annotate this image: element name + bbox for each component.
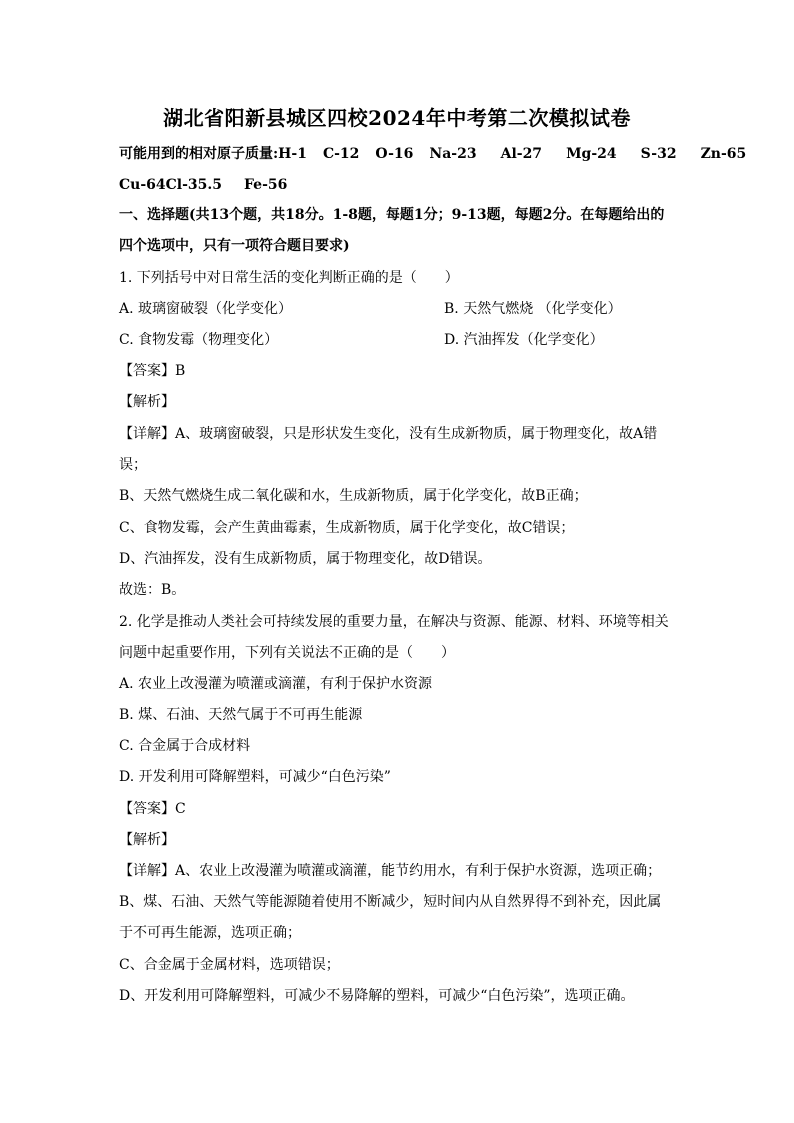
q2-option-d: D. 开发利用可降解塑料，可减少“白色污染” [119, 769, 391, 785]
q1-option-d: D. 汽油挥发（化学变化） [444, 332, 604, 348]
q2-option-b: B. 煤、石油、天然气属于不可再生能源 [119, 707, 363, 723]
section-heading-line-2: 四个选项中，只有一项符合题目要求) [119, 238, 350, 254]
atomic-mass-al: Al-27 [500, 146, 543, 162]
q1-option-b: B. 天然气燃烧 （化学变化） [444, 301, 622, 317]
q1-detail-d: D、汽油挥发，没有生成新物质，属于物理变化，故D错误。 [119, 551, 492, 567]
q1-stem: 1. 下列括号中对日常生活的变化判断正确的是（ ） [119, 270, 459, 286]
atomic-mass-zn: Zn-65 [700, 146, 747, 162]
q2-detail-line-1: 【详解】A、农业上改漫灌为喷灌或滴灌，能节约用水，有利于保护水资源，选项正确； [119, 863, 662, 879]
q2-detail-d: D、开发利用可降解塑料，可减少不易降解的塑料，可减少“白色污染”，选项正确。 [119, 988, 635, 1004]
q1-conclusion: 故选：B。 [119, 582, 186, 598]
atomic-mass-cu: Cu-64 [119, 177, 166, 193]
atomic-mass-na: Na-23 [429, 146, 477, 162]
atomic-mass-row-2 [119, 175, 287, 195]
q1-detail-c: C、食物发霉，会产生黄曲霉素，生成新物质，属于化学变化，故C错误； [119, 520, 575, 536]
q2-stem-line-1: 2. 化学是推动人类社会可持续发展的重要力量，在解决与资源、能源、材料、环境等相关 [119, 614, 669, 630]
q1-detail-b: B、天然气燃烧生成二氧化碳和水，生成新物质，属于化学变化，故B正确； [119, 488, 588, 504]
atomic-mass-label: 可能用到的相对原子质量: [119, 146, 279, 162]
q2-answer: 【答案】C [119, 801, 186, 817]
q2-analysis-label: 【解析】 [119, 832, 175, 848]
atomic-mass-s: S-32 [640, 146, 677, 162]
page-title: 湖北省阳新县城区四校2024年中考第二次模拟试卷 [163, 106, 631, 130]
q1-option-a: A. 玻璃窗破裂（化学变化） [119, 301, 293, 317]
q1-analysis-label: 【解析】 [119, 394, 175, 410]
q2-option-a: A. 农业上改漫灌为喷灌或滴灌，有利于保护水资源 [119, 676, 433, 692]
atomic-mass-h: H-1 [278, 146, 307, 162]
q1-option-c: C. 食物发霉（物理变化） [119, 332, 279, 348]
atomic-mass-fe: Fe-56 [244, 177, 288, 193]
q2-detail-b-line-2: 于不可再生能源，选项正确； [119, 925, 301, 941]
q2-detail-c: C、合金属于金属材料，选项错误； [119, 957, 340, 973]
q2-option-c: C. 合金属于合成材料 [119, 738, 251, 754]
atomic-mass-row-1 [119, 144, 746, 164]
q2-detail-b-line-1: B、煤、石油、天然气等能源随着使用不断减少，短时间内从自然界得不到补充，因此属 [119, 894, 662, 910]
q1-detail-line-1: 【详解】A、玻璃窗破裂，只是形状发生变化，没有生成新物质，属于物理变化，故A错 [119, 426, 658, 442]
atomic-mass-mg: Mg-24 [566, 146, 617, 162]
q2-stem-line-2: 问题中起重要作用，下列有关说法不正确的是（ ） [119, 645, 455, 661]
section-heading-line-1: 一、选择题(共13个题，共18分。1-8题，每题1分；9-13题，每题2分。在每题给出的 [119, 207, 665, 223]
atomic-mass-c: C-12 [322, 146, 360, 162]
q1-answer: 【答案】B [119, 363, 186, 379]
atomic-mass-cl: Cl-35.5 [165, 177, 222, 193]
q1-detail-line-2: 误； [119, 457, 147, 473]
atomic-mass-o: O-16 [375, 146, 414, 162]
